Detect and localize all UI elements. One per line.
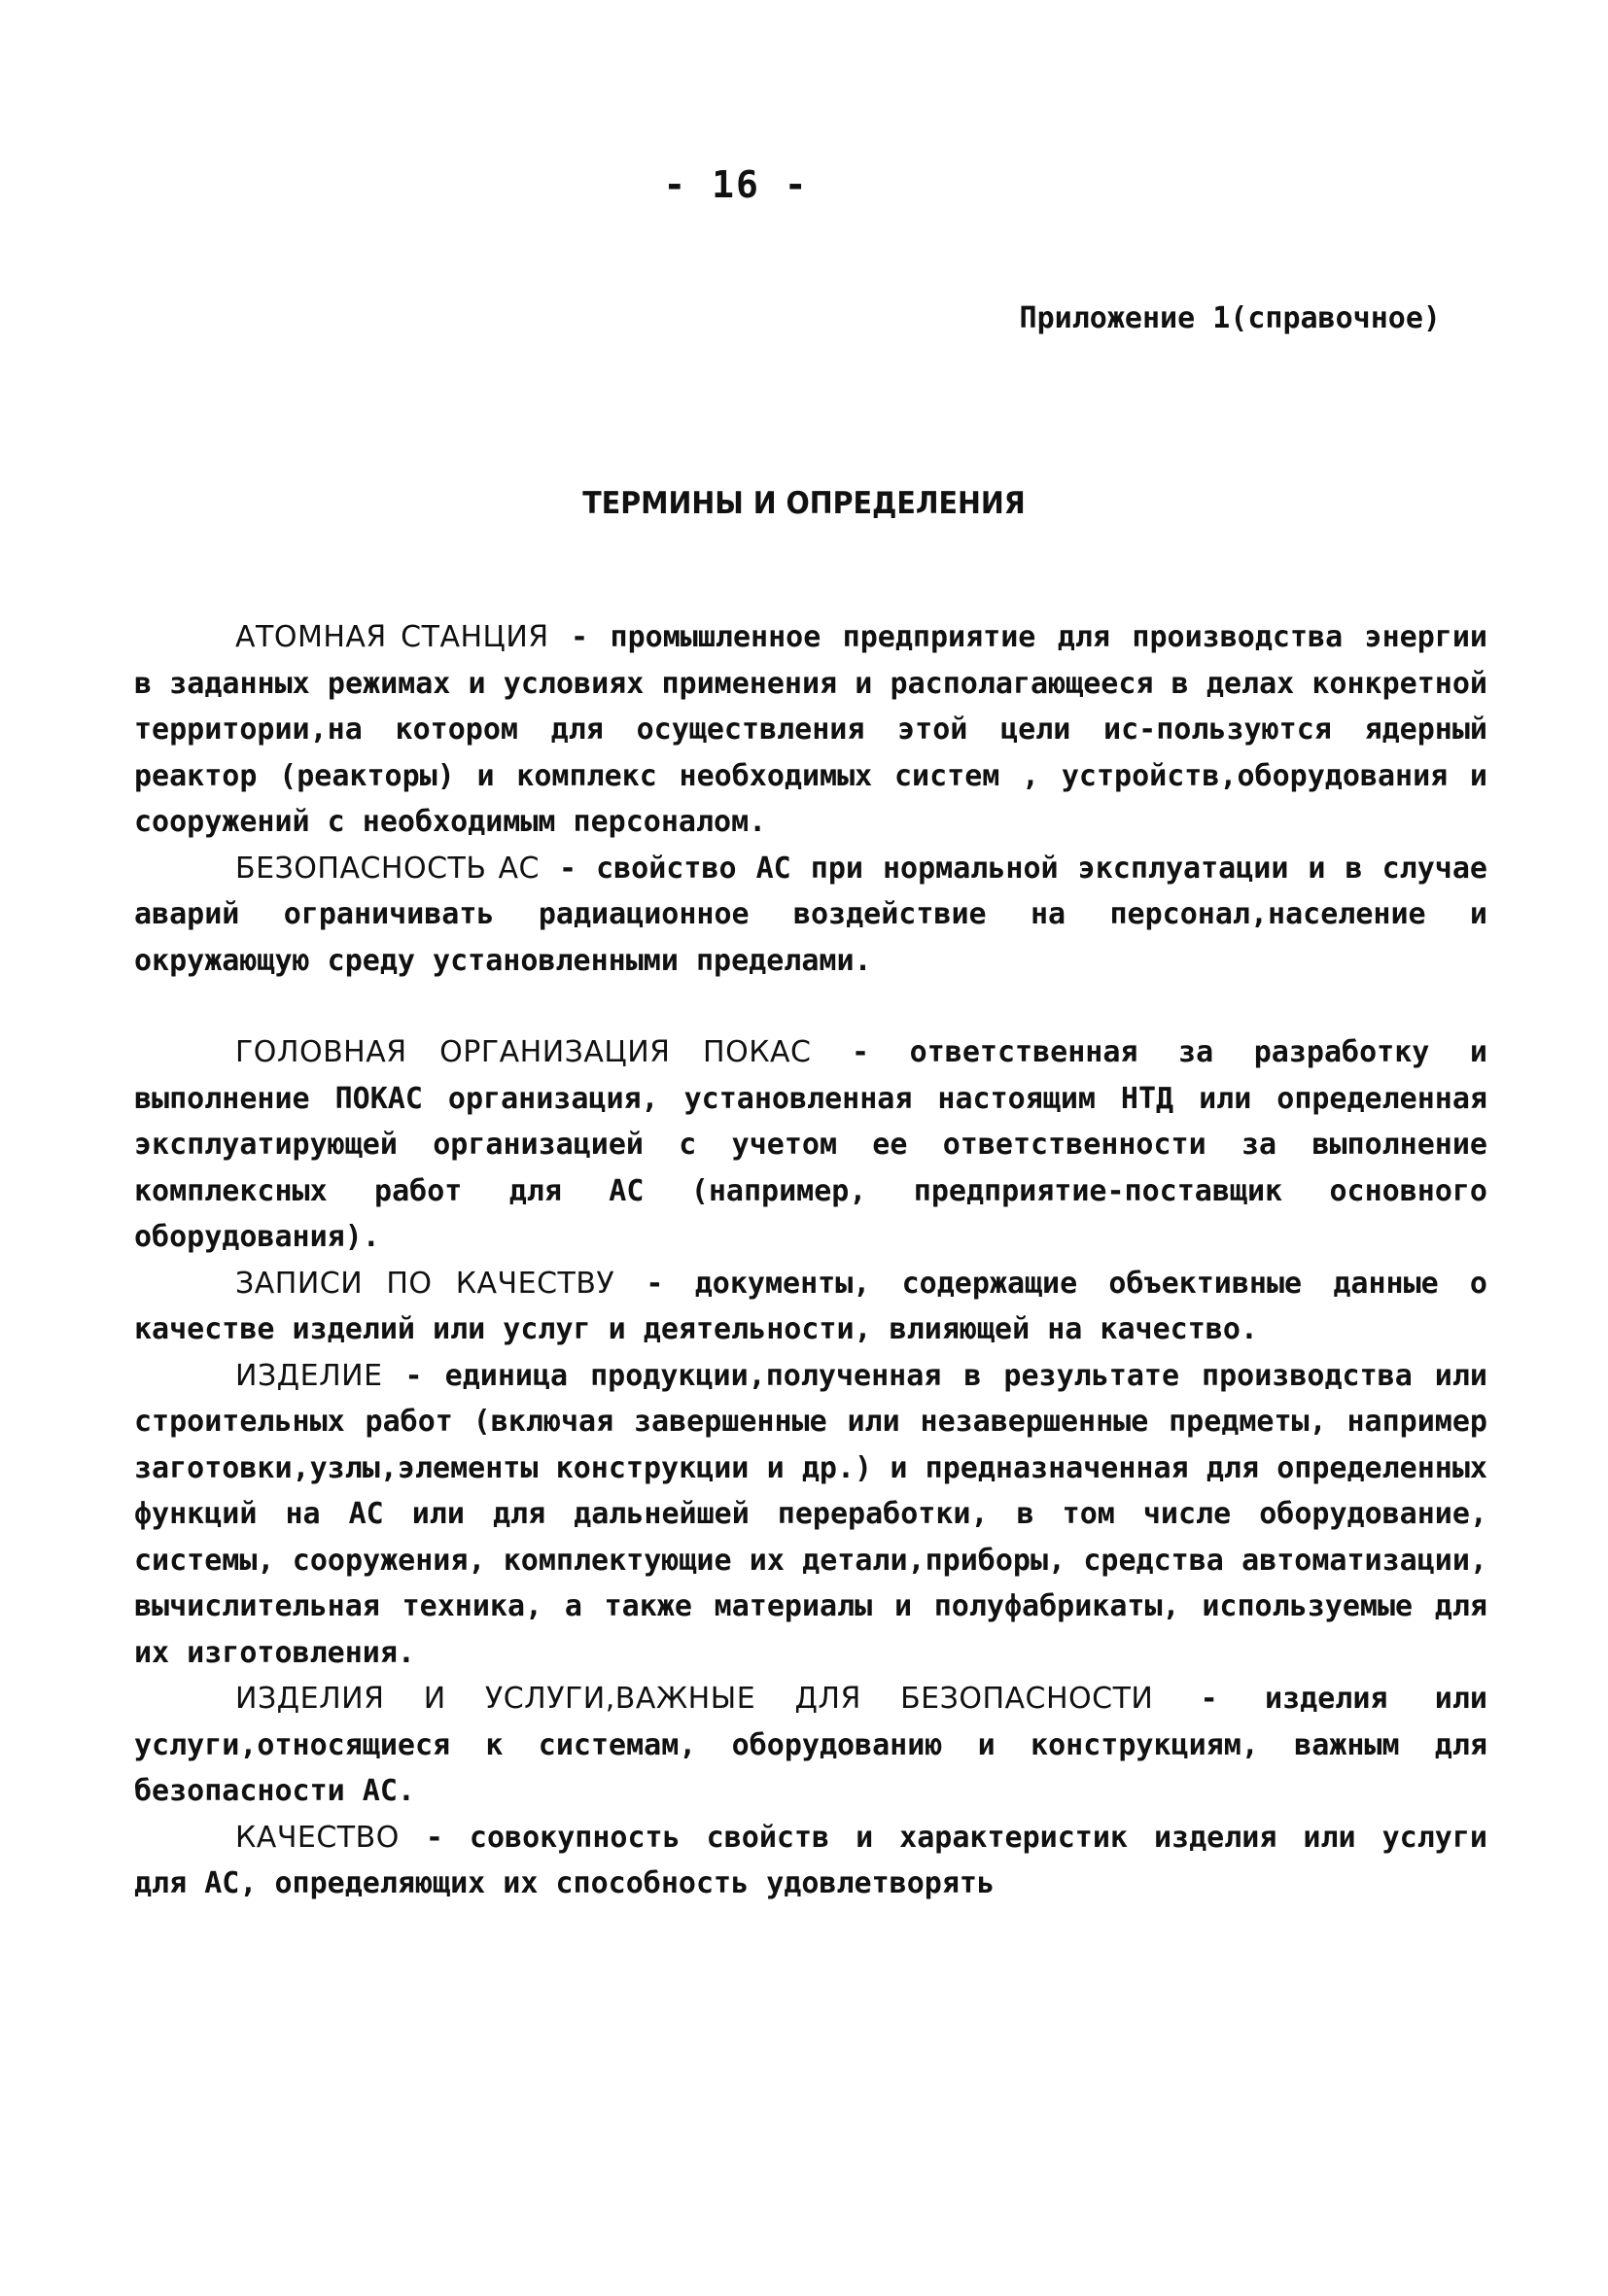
definition-paragraph xyxy=(134,1261,1487,1353)
section-title: ТЕРМИНЫ И ОПРЕДЕЛЕНИЯ xyxy=(582,486,1026,521)
definition-term: ИЗДЕЛИЯ И УСЛУГИ,ВАЖНЫЕ ДЛЯ БЕЗОПАСНОСТИ xyxy=(235,1682,1154,1716)
definition-term: БЕЗОПАСНОСТЬ АС xyxy=(235,851,540,886)
definition-paragraph xyxy=(134,614,1487,846)
definition-term: АТОМНАЯ СТАНЦИЯ xyxy=(235,620,549,654)
definition-paragraph xyxy=(134,1676,1487,1815)
definition-paragraph xyxy=(134,1029,1487,1261)
definition-term: КАЧЕСТВО xyxy=(235,1820,400,1855)
definition-text: - изделия или услуги,относящиеся к системам, оборудованию и конструкциям, важным для безопасности АС. xyxy=(134,1682,1487,1808)
definition-term: ИЗДЕЛИЕ xyxy=(235,1358,383,1393)
definition-term: ГОЛОВНАЯ ОРГАНИЗАЦИЯ ПОКАС xyxy=(235,1035,812,1069)
page-number: - 16 - xyxy=(663,163,809,206)
appendix-label: Приложение 1(справочное) xyxy=(1019,301,1441,335)
definition-term: ЗАПИСИ ПО КАЧЕСТВУ xyxy=(235,1266,615,1301)
definition-text: - единица продукции,полученная в результате производства или строительных работ (включая завершенные или незавершенные предметы, например заготовки,узлы,элементы конструкции и др.) и предназначенная для определенных функций на АС или для дальнейшей переработки, в том числе оборудование, системы, сооружения, комплектующие их детали,приборы, средства автоматизации, вычислительная техника, а также материалы и полуфабрикаты, используемые для их изготовления. xyxy=(134,1358,1487,1670)
definition-paragraph xyxy=(134,1815,1487,1907)
definition-paragraph xyxy=(134,846,1487,985)
definition-text: - промышленное предприятие для производства энергии в заданных режимах и условиях применения и располагающееся в делах конкретной территории,на котором для осуществления этой цели ис-пользуются ядерный реактор (реакторы) и комплекс необходимых систем , устройств,оборудования и сооружений с необходимым персоналом. xyxy=(134,620,1487,839)
definition-text: - совокупность свойств и характеристик изделия или услуги для АС, определяющих их способность удовлетворять xyxy=(134,1820,1487,1900)
definition-text: - ответственная за разработку и выполнение ПОКАС организация, установленная настоящим НТД или определенная эксплуатирующей организацией с учетом ее ответственности за выполнение комплексных работ для АС (например, предприятие-поставщик основного оборудования). xyxy=(134,1035,1487,1254)
definition-paragraph xyxy=(134,1353,1487,1677)
definition-text: - документы, содержащие объективные данные о качестве изделий или услуг и деятельности, влияющей на качество. xyxy=(134,1266,1487,1346)
definition-text: - свойство АС при нормальной эксплуатации и в случае аварий ограничивать радиационное воздействие на персонал,население и окружающую среду установленными пределами. xyxy=(134,851,1487,978)
definitions-body xyxy=(134,614,1487,1907)
